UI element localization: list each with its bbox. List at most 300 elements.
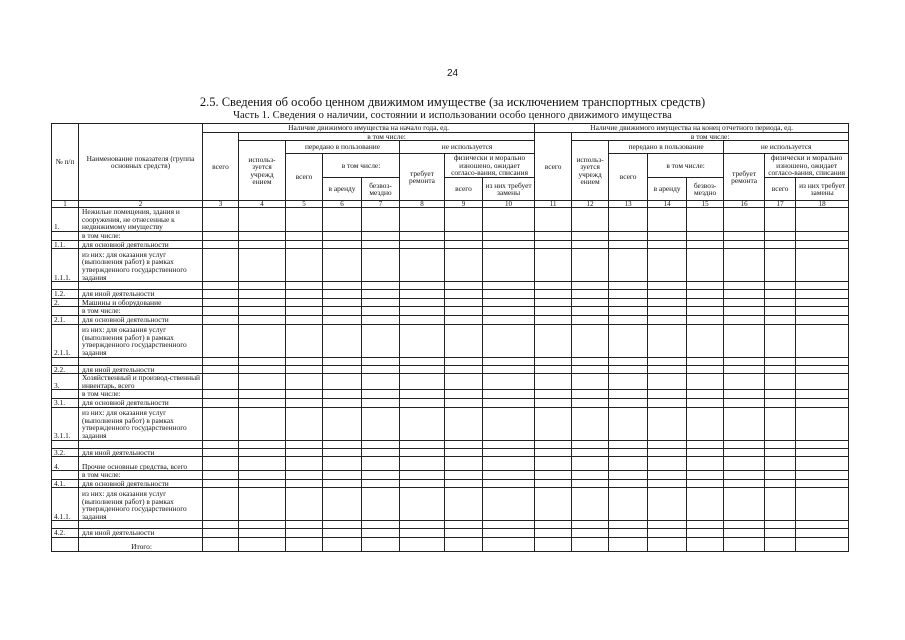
value-cell bbox=[796, 440, 849, 448]
value-cell bbox=[445, 240, 483, 249]
value-cell bbox=[239, 298, 286, 307]
value-cell bbox=[572, 307, 609, 316]
value-cell bbox=[286, 240, 323, 249]
value-cell bbox=[796, 307, 849, 316]
value-cell bbox=[323, 448, 362, 457]
row-name: в том числе: bbox=[79, 390, 203, 399]
value-cell bbox=[572, 249, 609, 282]
value-cell bbox=[535, 240, 572, 249]
column-number: 17 bbox=[765, 201, 796, 208]
value-cell bbox=[400, 448, 445, 457]
table-row bbox=[52, 365, 849, 374]
value-cell bbox=[445, 457, 483, 471]
value-cell bbox=[535, 488, 572, 521]
row-name: Нежилые помещения, здания и сооружения, не отнесенные к недвижимому имуществу bbox=[79, 208, 203, 232]
value-cell bbox=[687, 398, 724, 407]
value-cell bbox=[203, 365, 239, 374]
value-cell bbox=[362, 324, 400, 357]
value-cell bbox=[648, 374, 687, 390]
value-cell bbox=[609, 357, 648, 365]
value-cell bbox=[687, 249, 724, 282]
value-cell bbox=[239, 488, 286, 521]
value-cell bbox=[323, 315, 362, 324]
value-cell bbox=[323, 440, 362, 448]
value-cell bbox=[648, 471, 687, 480]
row-number bbox=[52, 521, 79, 529]
value-cell bbox=[765, 307, 796, 316]
table-row bbox=[52, 479, 849, 488]
value-cell bbox=[239, 240, 286, 249]
page-number: 24 bbox=[446, 68, 459, 79]
value-cell bbox=[572, 471, 609, 480]
value-cell bbox=[203, 290, 239, 299]
value-cell bbox=[445, 290, 483, 299]
value-cell bbox=[572, 231, 609, 240]
value-cell bbox=[483, 315, 535, 324]
row-name bbox=[79, 282, 203, 290]
value-cell bbox=[609, 365, 648, 374]
value-cell bbox=[796, 357, 849, 365]
header-end-total: всего bbox=[535, 132, 572, 201]
value-cell bbox=[239, 249, 286, 282]
value-cell bbox=[483, 357, 535, 365]
value-cell bbox=[203, 488, 239, 521]
value-cell bbox=[609, 398, 648, 407]
value-cell bbox=[239, 471, 286, 480]
header-begin-replace: из них требует замены bbox=[483, 178, 535, 201]
value-cell bbox=[483, 488, 535, 521]
value-cell bbox=[483, 290, 535, 299]
value-cell bbox=[400, 249, 445, 282]
value-cell bbox=[203, 282, 239, 290]
value-cell bbox=[400, 521, 445, 529]
value-cell bbox=[362, 315, 400, 324]
table-row bbox=[52, 529, 849, 538]
value-cell bbox=[609, 290, 648, 299]
value-cell bbox=[400, 357, 445, 365]
value-cell bbox=[362, 398, 400, 407]
header-begin-of-which: в том числе: bbox=[323, 154, 400, 178]
row-number bbox=[52, 537, 79, 551]
row-name: в том числе: bbox=[79, 307, 203, 316]
value-cell bbox=[648, 357, 687, 365]
value-cell bbox=[203, 529, 239, 538]
value-cell bbox=[445, 407, 483, 440]
value-cell bbox=[400, 537, 445, 551]
value-cell bbox=[648, 231, 687, 240]
value-cell bbox=[535, 479, 572, 488]
value-cell bbox=[765, 529, 796, 538]
value-cell bbox=[286, 365, 323, 374]
value-cell bbox=[323, 298, 362, 307]
value-cell bbox=[609, 208, 648, 232]
value-cell bbox=[323, 208, 362, 232]
column-number: 14 bbox=[648, 201, 687, 208]
value-cell bbox=[572, 457, 609, 471]
header-begin-obsolete: физически и морально изношено, ожидает согласо-вания, списания bbox=[445, 154, 535, 178]
row-name: для иной деятельности bbox=[79, 290, 203, 299]
value-cell bbox=[687, 315, 724, 324]
value-cell bbox=[362, 479, 400, 488]
value-cell bbox=[203, 457, 239, 471]
value-cell bbox=[796, 457, 849, 471]
value-cell bbox=[724, 315, 765, 324]
value-cell bbox=[648, 398, 687, 407]
value-cell bbox=[796, 407, 849, 440]
value-cell bbox=[445, 357, 483, 365]
value-cell bbox=[724, 471, 765, 480]
row-number bbox=[52, 390, 79, 399]
value-cell bbox=[572, 479, 609, 488]
value-cell bbox=[286, 324, 323, 357]
value-cell bbox=[765, 488, 796, 521]
value-cell bbox=[535, 315, 572, 324]
value-cell bbox=[286, 537, 323, 551]
value-cell bbox=[609, 407, 648, 440]
value-cell bbox=[535, 374, 572, 390]
value-cell bbox=[535, 407, 572, 440]
value-cell bbox=[535, 324, 572, 357]
value-cell bbox=[239, 521, 286, 529]
value-cell bbox=[445, 315, 483, 324]
value-cell bbox=[203, 315, 239, 324]
value-cell bbox=[724, 208, 765, 232]
value-cell bbox=[362, 537, 400, 551]
value-cell bbox=[239, 398, 286, 407]
value-cell bbox=[535, 529, 572, 538]
value-cell bbox=[483, 440, 535, 448]
table-row bbox=[52, 231, 849, 240]
value-cell bbox=[687, 440, 724, 448]
value-cell bbox=[724, 448, 765, 457]
value-cell bbox=[687, 374, 724, 390]
value-cell bbox=[687, 529, 724, 538]
value-cell bbox=[203, 407, 239, 440]
value-cell bbox=[765, 298, 796, 307]
value-cell bbox=[765, 324, 796, 357]
value-cell bbox=[687, 357, 724, 365]
row-number: 1.1. bbox=[52, 240, 79, 249]
header-begin-transferred-total: всего bbox=[286, 154, 323, 201]
header-end-rent: в аренду bbox=[648, 178, 687, 201]
value-cell bbox=[535, 440, 572, 448]
value-cell bbox=[323, 390, 362, 399]
value-cell bbox=[239, 440, 286, 448]
value-cell bbox=[687, 240, 724, 249]
column-number: 10 bbox=[483, 201, 535, 208]
value-cell bbox=[796, 231, 849, 240]
value-cell bbox=[362, 457, 400, 471]
value-cell bbox=[203, 208, 239, 232]
value-cell bbox=[203, 479, 239, 488]
value-cell bbox=[572, 357, 609, 365]
value-cell bbox=[483, 521, 535, 529]
value-cell bbox=[648, 324, 687, 357]
value-cell bbox=[286, 457, 323, 471]
value-cell bbox=[609, 240, 648, 249]
value-cell bbox=[445, 440, 483, 448]
header-begin-used: использ-зуется учрежд ением bbox=[239, 141, 286, 201]
row-number: 3.2. bbox=[52, 448, 79, 457]
value-cell bbox=[400, 488, 445, 521]
value-cell bbox=[203, 249, 239, 282]
value-cell bbox=[362, 521, 400, 529]
value-cell bbox=[203, 471, 239, 480]
value-cell bbox=[400, 282, 445, 290]
column-number: 8 bbox=[400, 201, 445, 208]
value-cell bbox=[796, 298, 849, 307]
value-cell bbox=[239, 448, 286, 457]
column-number: 6 bbox=[323, 201, 362, 208]
row-name: Машины и оборудование bbox=[79, 298, 203, 307]
column-number: 16 bbox=[724, 201, 765, 208]
value-cell bbox=[483, 307, 535, 316]
table-row bbox=[52, 488, 849, 521]
value-cell bbox=[239, 208, 286, 232]
value-cell bbox=[445, 231, 483, 240]
value-cell bbox=[724, 537, 765, 551]
table-row bbox=[52, 407, 849, 440]
value-cell bbox=[286, 440, 323, 448]
value-cell bbox=[535, 298, 572, 307]
value-cell bbox=[400, 390, 445, 399]
value-cell bbox=[323, 374, 362, 390]
value-cell bbox=[765, 231, 796, 240]
value-cell bbox=[483, 537, 535, 551]
row-number: 4.2. bbox=[52, 529, 79, 538]
value-cell bbox=[724, 240, 765, 249]
value-cell bbox=[203, 448, 239, 457]
value-cell bbox=[323, 357, 362, 365]
value-cell bbox=[239, 290, 286, 299]
value-cell bbox=[724, 521, 765, 529]
row-name: Хозяйственный и производ-ственный инвентарь, всего bbox=[79, 374, 203, 390]
value-cell bbox=[362, 529, 400, 538]
value-cell bbox=[445, 307, 483, 316]
value-cell bbox=[609, 521, 648, 529]
table-row bbox=[52, 521, 849, 529]
value-cell bbox=[572, 529, 609, 538]
value-cell bbox=[286, 298, 323, 307]
value-cell bbox=[362, 298, 400, 307]
value-cell bbox=[286, 208, 323, 232]
value-cell bbox=[648, 315, 687, 324]
value-cell bbox=[796, 365, 849, 374]
row-name: для основной деятельности bbox=[79, 398, 203, 407]
value-cell bbox=[400, 240, 445, 249]
header-begin-free: безвоз-мездно bbox=[362, 178, 400, 201]
value-cell bbox=[286, 390, 323, 399]
value-cell bbox=[483, 365, 535, 374]
row-number: 1.2. bbox=[52, 290, 79, 299]
value-cell bbox=[765, 537, 796, 551]
value-cell bbox=[535, 398, 572, 407]
value-cell bbox=[687, 390, 724, 399]
part-title: Часть 1. Сведения о наличии, состоянии и использовании особо ценного движимого имущества bbox=[233, 110, 672, 121]
value-cell bbox=[323, 240, 362, 249]
value-cell bbox=[483, 407, 535, 440]
table-row bbox=[52, 440, 849, 448]
value-cell bbox=[203, 537, 239, 551]
value-cell bbox=[445, 298, 483, 307]
value-cell bbox=[445, 374, 483, 390]
value-cell bbox=[648, 365, 687, 374]
column-number: 2 bbox=[79, 201, 203, 208]
table-row bbox=[52, 357, 849, 365]
value-cell bbox=[400, 307, 445, 316]
value-cell bbox=[362, 374, 400, 390]
value-cell bbox=[609, 390, 648, 399]
table-row bbox=[52, 324, 849, 357]
row-number: 4. bbox=[52, 457, 79, 471]
value-cell bbox=[239, 365, 286, 374]
value-cell bbox=[286, 357, 323, 365]
value-cell bbox=[239, 529, 286, 538]
value-cell bbox=[362, 471, 400, 480]
row-number: 4.1. bbox=[52, 479, 79, 488]
value-cell bbox=[648, 282, 687, 290]
value-cell bbox=[572, 398, 609, 407]
value-cell bbox=[400, 407, 445, 440]
value-cell bbox=[609, 440, 648, 448]
value-cell bbox=[687, 290, 724, 299]
row-number: 4.1.1. bbox=[52, 488, 79, 521]
table-row bbox=[52, 448, 849, 457]
value-cell bbox=[687, 307, 724, 316]
value-cell bbox=[648, 457, 687, 471]
value-cell bbox=[362, 440, 400, 448]
value-cell bbox=[323, 529, 362, 538]
table-row bbox=[52, 249, 849, 282]
value-cell bbox=[535, 390, 572, 399]
value-cell bbox=[609, 315, 648, 324]
value-cell bbox=[239, 457, 286, 471]
value-cell bbox=[362, 307, 400, 316]
value-cell bbox=[535, 448, 572, 457]
value-cell bbox=[796, 208, 849, 232]
value-cell bbox=[203, 374, 239, 390]
value-cell bbox=[765, 440, 796, 448]
header-end-not-used: не используется bbox=[724, 141, 849, 154]
value-cell bbox=[535, 231, 572, 240]
value-cell bbox=[687, 407, 724, 440]
value-cell bbox=[239, 357, 286, 365]
header-end-including: в том числе: bbox=[572, 132, 849, 141]
value-cell bbox=[535, 537, 572, 551]
row-number bbox=[52, 282, 79, 290]
value-cell bbox=[535, 365, 572, 374]
value-cell bbox=[400, 471, 445, 480]
row-number: 2.1.1. bbox=[52, 324, 79, 357]
value-cell bbox=[483, 249, 535, 282]
value-cell bbox=[572, 324, 609, 357]
row-number bbox=[52, 307, 79, 316]
value-cell bbox=[572, 374, 609, 390]
column-number: 11 bbox=[535, 201, 572, 208]
value-cell bbox=[203, 231, 239, 240]
row-name: из них: для оказания услуг (выполнения работ) в рамках утвержденного государственного задания bbox=[79, 249, 203, 282]
value-cell bbox=[445, 249, 483, 282]
value-cell bbox=[687, 488, 724, 521]
value-cell bbox=[609, 448, 648, 457]
header-begin-rent: в аренду bbox=[323, 178, 362, 201]
value-cell bbox=[362, 290, 400, 299]
value-cell bbox=[400, 208, 445, 232]
row-number: 2.2. bbox=[52, 365, 79, 374]
header-begin: Наличие движимого имущества на начало года, ед. bbox=[203, 124, 535, 133]
value-cell bbox=[572, 448, 609, 457]
row-name: в том числе: bbox=[79, 231, 203, 240]
value-cell bbox=[445, 537, 483, 551]
value-cell bbox=[239, 390, 286, 399]
value-cell bbox=[445, 488, 483, 521]
value-cell bbox=[483, 479, 535, 488]
property-table bbox=[51, 123, 849, 552]
value-cell bbox=[796, 374, 849, 390]
value-cell bbox=[609, 231, 648, 240]
value-cell bbox=[323, 307, 362, 316]
value-cell bbox=[796, 448, 849, 457]
value-cell bbox=[323, 488, 362, 521]
value-cell bbox=[765, 282, 796, 290]
value-cell bbox=[648, 240, 687, 249]
value-cell bbox=[572, 365, 609, 374]
value-cell bbox=[765, 390, 796, 399]
table-row bbox=[52, 374, 849, 390]
value-cell bbox=[286, 521, 323, 529]
row-name: из них: для оказания услуг (выполнения работ) в рамках утвержденного государственного задания bbox=[79, 488, 203, 521]
header-end-transferred-total: всего bbox=[609, 154, 648, 201]
value-cell bbox=[400, 365, 445, 374]
value-cell bbox=[687, 208, 724, 232]
value-cell bbox=[286, 488, 323, 521]
value-cell bbox=[286, 290, 323, 299]
value-cell bbox=[765, 365, 796, 374]
value-cell bbox=[724, 324, 765, 357]
header-name: Наименование показателя (группа основных средств) bbox=[79, 124, 203, 201]
value-cell bbox=[724, 307, 765, 316]
row-number: 1. bbox=[52, 208, 79, 232]
row-name: из них: для оказания услуг (выполнения работ) в рамках утвержденного государственного задания bbox=[79, 407, 203, 440]
value-cell bbox=[724, 298, 765, 307]
row-name: для иной деятельности bbox=[79, 448, 203, 457]
value-cell bbox=[724, 457, 765, 471]
value-cell bbox=[724, 390, 765, 399]
value-cell bbox=[724, 529, 765, 538]
value-cell bbox=[796, 390, 849, 399]
value-cell bbox=[648, 390, 687, 399]
value-cell bbox=[687, 448, 724, 457]
value-cell bbox=[609, 324, 648, 357]
value-cell bbox=[483, 390, 535, 399]
value-cell bbox=[239, 537, 286, 551]
value-cell bbox=[286, 231, 323, 240]
row-name: для иной деятельности bbox=[79, 365, 203, 374]
value-cell bbox=[609, 479, 648, 488]
column-number: 12 bbox=[572, 201, 609, 208]
value-cell bbox=[724, 365, 765, 374]
table-row bbox=[52, 471, 849, 480]
value-cell bbox=[483, 529, 535, 538]
value-cell bbox=[445, 282, 483, 290]
header-end-obsolete: физически и морально изношено, ожидает согласо-вания, списания bbox=[765, 154, 849, 178]
value-cell bbox=[445, 390, 483, 399]
row-number bbox=[52, 471, 79, 480]
value-cell bbox=[765, 240, 796, 249]
value-cell bbox=[483, 471, 535, 480]
value-cell bbox=[362, 282, 400, 290]
table-row bbox=[52, 457, 849, 471]
